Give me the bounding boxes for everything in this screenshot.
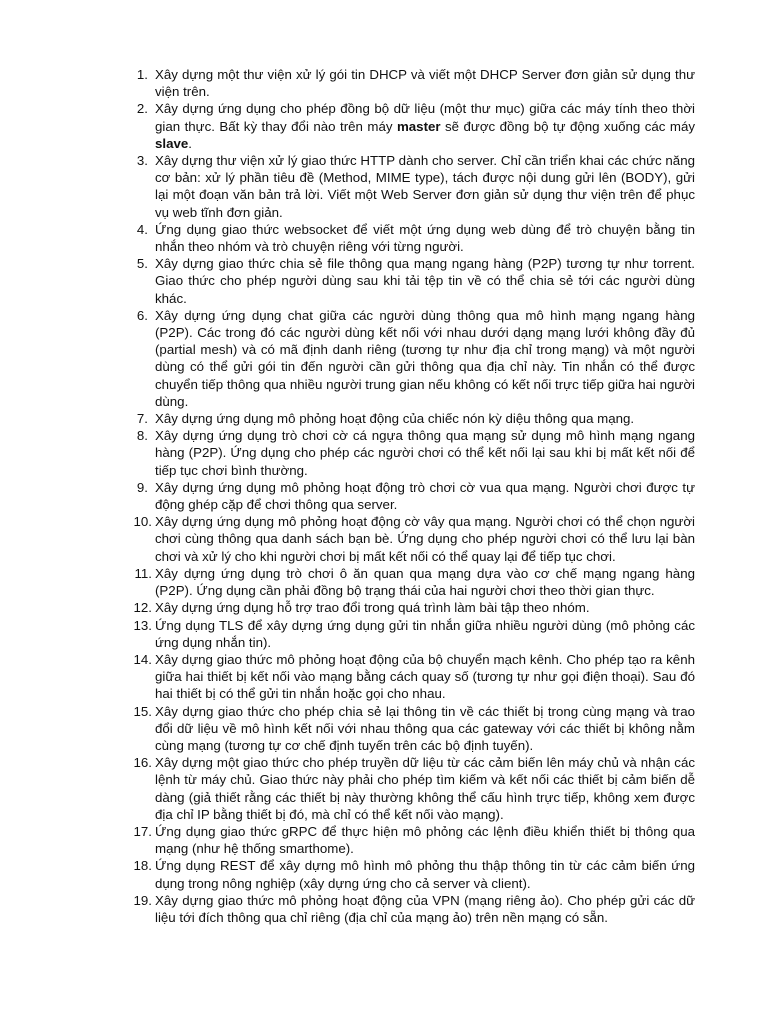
item-text: [155, 704, 695, 753]
text-run: Xây dựng ứng dụng chat giữa các người dùng thông qua mô hình mạng ngang hàng (P2P). Các trong đó các người dùng kết nối với nhau dưới dạng mạng lưới không đầy đủ (partial mesh) và có mã định danh riêng (tương tự như địa chỉ trong mạng) và một người dùng có thể gửi gói tin đến người cần gửi thông qua địa chỉ này. Tin nhắn có thể được chuyển tiếp thông qua nhiều người trung gian nếu không có kết nối trực tiếp giữa hai người dùng.: [155, 307, 695, 409]
text-run: Xây dựng ứng dụng mô phỏng hoạt động của chiếc nón kỳ diệu thông qua mạng.: [155, 411, 635, 427]
item-number: 3.: [136, 153, 148, 169]
text-run: Xây dựng thư viện xử lý giao thức HTTP dành cho server. Chỉ cần triển khai các chức năng cơ bản: xử lý phần tiêu đề (Method, MIME type), tách được nội dung gửi lên (BODY), gửi lại một đoạn văn bản trả lời. Viết một Web Server đơn giản sử dụng thư viện trên để phục vụ web tĩnh đơn giản.: [155, 153, 695, 220]
item-text: [155, 153, 695, 220]
text-run: Xây dựng giao thức cho phép chia sẻ lại thông tin về các thiết bị trong cùng mạng và trao đổi dữ liệu về mô hình kết nối với nhau thông qua các gateway với các thiết bị không nằm cùng mạng (tương tự cơ chế định tuyến trên các bộ định tuyến).: [155, 703, 695, 753]
item-number: 7.: [136, 411, 148, 427]
item-text: [155, 652, 695, 701]
list-item: [0, 152, 695, 221]
bold-term: slave: [155, 135, 189, 151]
list-item: [0, 651, 695, 703]
item-number: 12.: [133, 600, 152, 616]
item-text: [155, 566, 695, 598]
item-number: 19.: [133, 892, 152, 908]
list-item: [0, 221, 695, 255]
item-text: [155, 101, 695, 150]
text-run: Ứng dụng giao thức websocket để viết một ứng dụng web dùng để trò chuyện bằng tin nhắn theo nhóm và trò chuyện riêng với từng người.: [155, 221, 695, 255]
item-number: 5.: [136, 256, 148, 272]
text-run: .: [188, 135, 192, 151]
list-item: [0, 703, 695, 755]
text-run: Ứng dụng REST để xây dựng mô hình mô phỏng thu thập thông tin từ các cảm biến ứng dụng trong nông nghiệp (xây dựng ứng cho cả server và client).: [155, 858, 695, 891]
item-number: 15.: [133, 703, 152, 719]
item-number: 2.: [136, 101, 148, 117]
item-text: [155, 428, 695, 477]
item-text: [155, 600, 590, 615]
list-item: [0, 100, 695, 152]
list-item: [0, 427, 695, 479]
item-text: [155, 618, 695, 650]
list-item: [0, 617, 695, 651]
topic-list: [0, 66, 695, 926]
item-number: 10.: [133, 514, 152, 530]
text-run: Xây dựng giao thức mô phỏng hoạt động của bộ chuyển mạch kênh. Cho phép tạo ra kênh giữa hai thiết bị kết nối vào mạng bằng cách quay số (tương tự như gọi điện thoại). Sau đó hai thiết bị có thể gửi tin nhắn hoặc gọi cho nhau.: [155, 651, 695, 702]
item-text: [155, 858, 695, 890]
item-text: [155, 308, 695, 409]
item-number: 9.: [136, 479, 148, 495]
item-number: 11.: [134, 565, 152, 581]
list-item: [0, 857, 695, 891]
item-number: 6.: [136, 307, 148, 323]
list-item: [0, 599, 695, 616]
item-number: 18.: [133, 858, 152, 874]
item-text: [155, 514, 695, 563]
list-item: [0, 892, 695, 926]
item-text: [155, 67, 695, 99]
text-run: Xây dựng ứng dụng cho phép đồng bộ dữ liệu (một thư mục) giữa các máy tính theo thời gian thực. Bất kỳ thay đổi nào trên máy: [155, 101, 695, 134]
text-run: Ứng dụng TLS để xây dựng ứng dụng gửi tin nhắn giữa nhiều người dùng (mô phỏng các ứng dụng nhắn tin).: [155, 617, 695, 650]
text-run: Xây dựng ứng dụng mô phỏng hoạt động trò chơi cờ vua qua mạng. Người chơi được tự động ghép cặp để chơi thông qua server.: [155, 479, 695, 513]
text-run: Xây dựng ứng dụng hỗ trợ trao đổi trong quá trình làm bài tập theo nhóm.: [155, 600, 590, 616]
text-run: sẽ được đồng bộ tự động xuống các máy: [440, 118, 695, 134]
list-item: [0, 307, 695, 410]
text-run: Xây dựng một giao thức cho phép truyền dữ liệu từ các cảm biến lên máy chủ và nhận các lệnh từ máy chủ. Giao thức này phải cho phép tìm kiếm và kết nối các thiết bị cảm biến dễ dàng (giả thiết rằng các thiết bị này thường không thể cấu hình trực tiếp, không xem được địa chỉ IP bằng thiết bị đó, mà chỉ có thể kết nối vào mạng).: [155, 755, 695, 822]
item-number: 8.: [136, 428, 148, 444]
text-run: Xây dựng một thư viện xử lý gói tin DHCP và viết một DHCP Server đơn giản sử dụng thư viện trên.: [155, 67, 695, 100]
text-run: Xây dựng ứng dụng trò chơi ô ăn quan qua mạng dựa vào cơ chế mạng ngang hàng (P2P). Ứng dụng cần phải đồng bộ trạng thái của hai người chơi theo thời gian thực.: [155, 565, 695, 599]
bold-term: master: [396, 118, 441, 134]
item-number: 14.: [133, 651, 152, 667]
list-item: [0, 479, 695, 513]
text-run: Xây dựng ứng dụng trò chơi cờ cá ngựa thông qua mạng sử dụng mô hình mạng ngang hàng (P2P). Ứng dụng cho phép các người chơi có thể kết nối lại sau khi bị mất kết nối để tiếp tục chơi bình thường.: [155, 428, 695, 478]
item-text: [155, 755, 695, 822]
list-item: [0, 823, 695, 857]
text-run: Xây dựng giao thức mô phỏng hoạt động của VPN (mạng riêng ảo). Cho phép gửi các dữ liệu tới đích thông qua chỉ riêng (địa chỉ của mạng ảo) trên nền mạng có sẵn.: [155, 892, 695, 925]
text-run: Xây dựng ứng dụng mô phỏng hoạt động cờ vây qua mạng. Người chơi có thể chọn người chơi cùng thông qua danh sách bạn bè. Ứng dụng cho phép người chơi có thể lưu lại bàn chơi và xử lý cho khi người chơi bị mất kết nối có thể quay lại để tiếp tục chơi.: [155, 514, 695, 564]
text-run: Ứng dụng giao thức gRPC để thực hiện mô phỏng các lệnh điều khiển thiết bị thông qua mạng (như hệ thống smarthome).: [155, 823, 695, 857]
list-item: [0, 565, 695, 599]
item-number: 4.: [136, 221, 148, 237]
item-text: [155, 256, 695, 305]
item-text: [155, 893, 695, 925]
text-run: Xây dựng giao thức chia sẻ file thông qua mạng ngang hàng (P2P) tương tự như torrent. Giao thức cho phép người dùng sau khi tải tệp tin về có thể chia sẻ tới các người dùng khác.: [155, 256, 695, 306]
item-number: 17.: [133, 823, 152, 839]
list-item: [0, 255, 695, 307]
item-number: 1.: [136, 67, 148, 82]
list-item: [0, 410, 695, 427]
item-number: 13.: [133, 617, 152, 633]
item-number: 16.: [133, 755, 152, 771]
list-item: [0, 754, 695, 823]
list-item: [0, 513, 695, 565]
item-text: [155, 824, 695, 856]
item-text: [155, 222, 695, 254]
item-text: [155, 411, 634, 426]
item-text: [155, 480, 695, 512]
list-item: [0, 66, 695, 100]
